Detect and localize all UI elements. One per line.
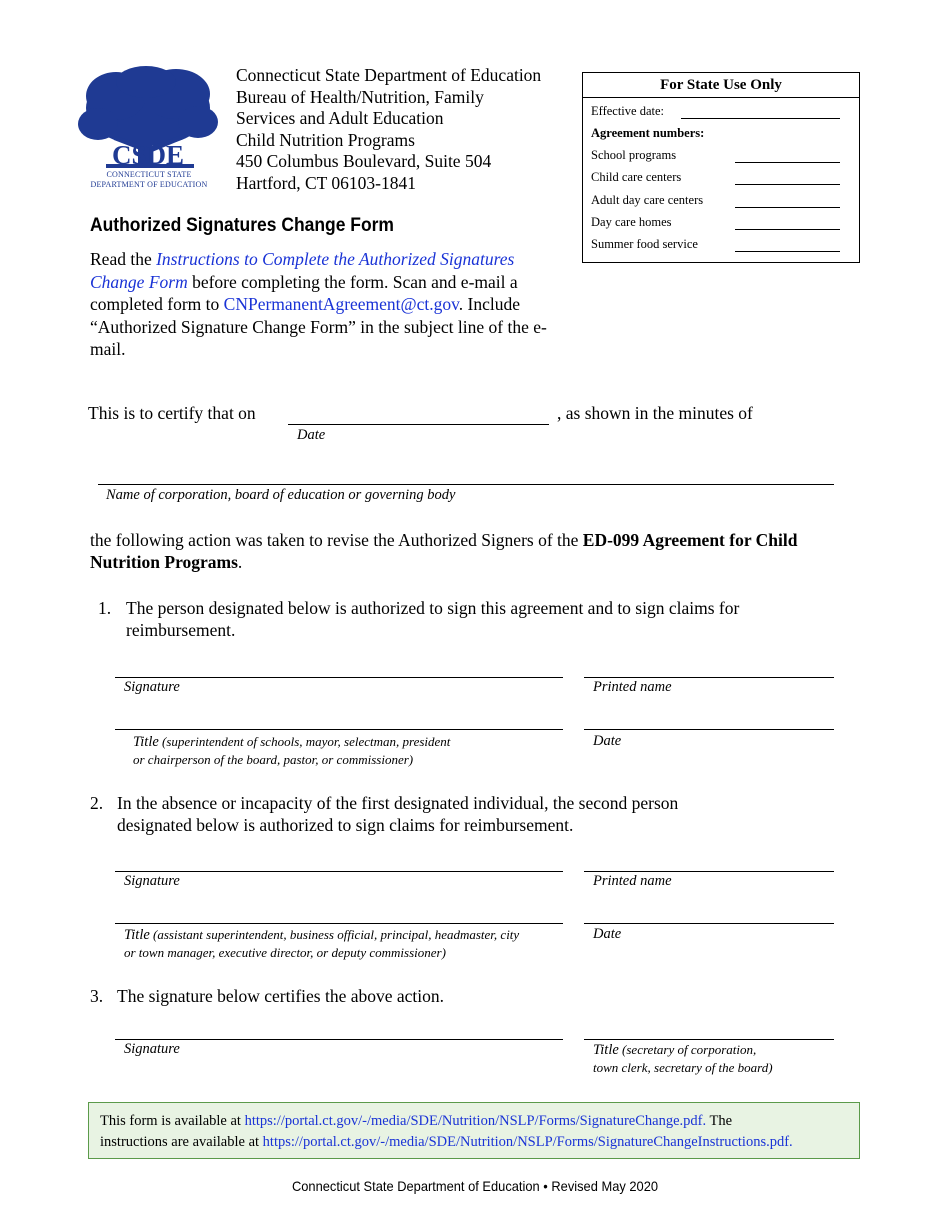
- title-label: Title: [133, 734, 159, 750]
- action-paragraph: [90, 530, 860, 573]
- item2-text-line: designated below is authorized to sign claims for reimbursement.: [117, 814, 574, 835]
- item1-printed-name-field[interactable]: [584, 677, 834, 678]
- item2-date-caption: Date: [593, 926, 622, 942]
- item3-signature-field[interactable]: [115, 1039, 563, 1040]
- item1-number: 1.: [98, 598, 112, 618]
- corporation-caption: Name of corporation, board of education or governing body: [106, 487, 456, 503]
- item1-date-field[interactable]: [584, 729, 834, 730]
- certify-suffix: , as shown in the minutes of: [557, 403, 753, 423]
- page-title: Authorized Signatures Change Form: [90, 215, 394, 236]
- state-use-box: [582, 72, 860, 263]
- intro-text: Read the: [90, 249, 157, 269]
- item1-title-field[interactable]: [115, 729, 563, 730]
- title-note: or chairperson of the board, pastor, or commissioner): [133, 752, 414, 767]
- availability-text: The: [706, 1113, 733, 1129]
- item2-number: 2.: [90, 793, 104, 813]
- item2-signature-caption: Signature: [124, 873, 180, 889]
- school-programs-label: School programs: [591, 148, 677, 162]
- intro-text: before completing the form. Scan and e-mail a completed form to: [90, 271, 518, 314]
- title-note: (secretary of corporation,: [618, 1042, 757, 1057]
- address-line: Services and Adult Education: [236, 108, 444, 128]
- title-label: Title: [124, 927, 150, 943]
- item1-signature-field[interactable]: [115, 677, 563, 678]
- effective-date-field[interactable]: [681, 118, 840, 119]
- item2-text-line: In the absence or incapacity of the first designated individual, the second person: [117, 793, 679, 813]
- item1-printed-name-caption: Printed name: [593, 679, 672, 695]
- item3-text: The signature below certifies the above action.: [117, 986, 445, 1006]
- child-care-centers-field[interactable]: [735, 184, 840, 185]
- day-care-homes-field[interactable]: [735, 229, 840, 230]
- logo-caption-line1: CONNECTICUT STATE: [106, 170, 192, 179]
- address-line: Connecticut State Department of Education: [236, 65, 542, 85]
- availability-box: [88, 1102, 860, 1159]
- instructions-link[interactable]: Instructions to Complete the Authorized Signatures Change Form: [90, 249, 515, 292]
- title-note: or town manager, executive director, or deputy commissioner): [124, 945, 446, 960]
- address-line: Bureau of Health/Nutrition, Family: [236, 86, 484, 107]
- date-field[interactable]: [288, 424, 549, 425]
- agreement-numbers-label: Agreement numbers:: [591, 126, 705, 140]
- agreement-name: ED-099 Agreement for Child Nutrition Programs: [90, 530, 798, 572]
- item3-signature-caption: Signature: [124, 1041, 180, 1057]
- item1-title-caption: [133, 733, 450, 769]
- adult-day-care-label: Adult day care centers: [591, 193, 704, 207]
- address-line: 450 Columbus Boulevard, Suite 504: [236, 151, 492, 171]
- certify-prefix: This is to certify that on: [88, 403, 256, 423]
- address-line: Hartford, CT 06103-1841: [236, 172, 416, 193]
- item1-date-caption: Date: [593, 733, 622, 749]
- effective-date-label: Effective date:: [591, 104, 664, 118]
- item2-date-field[interactable]: [584, 923, 834, 924]
- title-note: (superintendent of schools, mayor, selectman, president: [158, 734, 451, 749]
- item2-title-caption: [124, 926, 519, 962]
- item2-signature-field[interactable]: [115, 871, 563, 872]
- availability-text: instructions are available at: [100, 1134, 263, 1150]
- form-url-link[interactable]: https://portal.ct.gov/-/media/SDE/Nutrition/NSLP/Forms/SignatureChange.pdf.: [244, 1113, 707, 1129]
- instructions-availability-line: [100, 1132, 848, 1153]
- logo-wordmark: CSDE: [111, 140, 185, 170]
- logo-caption-line2: DEPARTMENT OF EDUCATION: [90, 180, 208, 189]
- summer-food-service-field[interactable]: [735, 251, 840, 252]
- summer-food-service-label: Summer food service: [591, 237, 698, 251]
- item2-printed-name-field[interactable]: [584, 871, 834, 872]
- action-text: the following action was taken to revise the Authorized Signers of the: [90, 530, 583, 550]
- item2-title-field[interactable]: [115, 923, 563, 924]
- item2-printed-name-caption: Printed name: [593, 873, 672, 889]
- title-label: Title: [593, 1042, 619, 1058]
- action-end: .: [237, 551, 243, 572]
- title-note: town clerk, secretary of the board): [593, 1060, 773, 1075]
- date-caption: Date: [297, 427, 326, 443]
- item3-title-caption: [593, 1041, 773, 1077]
- form-availability-line: [100, 1111, 848, 1132]
- adult-day-care-field[interactable]: [735, 207, 840, 208]
- availability-text: This form is available at: [100, 1113, 245, 1129]
- intro-text: . Include “Authorized Signature Change Form” in the subject line of the e-mail.: [90, 294, 547, 359]
- address-line: Child Nutrition Programs: [236, 129, 415, 150]
- item1-text: The person designated below is authorized to sign this agreement and to sign claims for reimbursement.: [126, 598, 740, 640]
- child-care-centers-label: Child care centers: [591, 170, 682, 184]
- item1-signature-caption: Signature: [124, 679, 180, 695]
- instructions-url-link[interactable]: https://portal.ct.gov/-/media/SDE/Nutrition/NSLP/Forms/SignatureChangeInstructions.pdf.: [262, 1134, 793, 1150]
- title-note: (assistant superintendent, business official, principal, headmaster, city: [149, 927, 520, 942]
- item3-number: 3.: [90, 986, 104, 1006]
- revision-footer: Connecticut State Department of Education • Revised May 2020: [291, 1178, 659, 1194]
- item2-text: [117, 793, 817, 836]
- school-programs-field[interactable]: [735, 162, 840, 163]
- department-address: [236, 65, 541, 194]
- email-link[interactable]: CNPermanentAgreement@ct.gov: [223, 294, 459, 314]
- state-use-header: For State Use Only: [583, 73, 859, 98]
- logo-caption: [76, 170, 222, 190]
- day-care-homes-label: Day care homes: [591, 215, 672, 229]
- intro-paragraph: [90, 248, 565, 361]
- corporation-name-field[interactable]: [98, 484, 834, 485]
- item3-title-field[interactable]: [584, 1039, 834, 1040]
